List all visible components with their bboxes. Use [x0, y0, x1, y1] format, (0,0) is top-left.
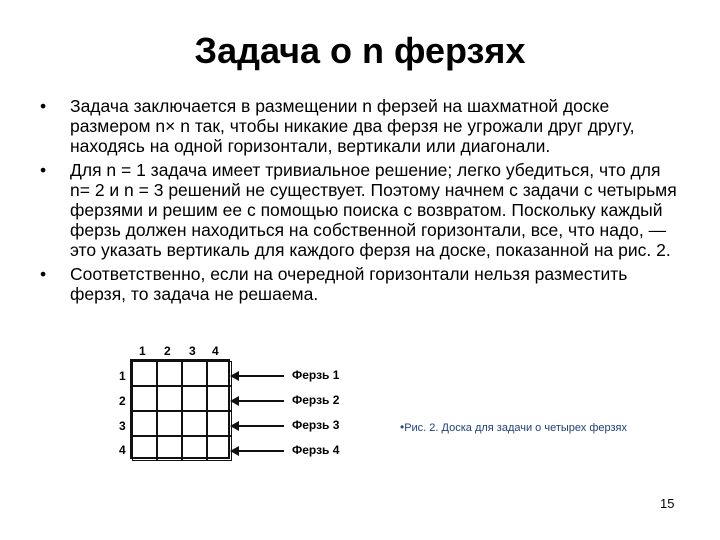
board-cell — [132, 436, 157, 461]
bullet-text: Задача заключается в размещении n ферзей на шахматной доске размером n× n так, чтобы никакие два ферзя не угрожали друг другу, находясь на одной горизонтали, вертикали или диагонали. — [70, 96, 635, 156]
board-cell — [132, 386, 157, 411]
row-number: 2 — [119, 394, 126, 408]
board-cell — [182, 361, 207, 386]
board-cell — [157, 361, 182, 386]
page-number: 15 — [660, 496, 675, 511]
board-cell — [157, 411, 182, 436]
board-cell — [207, 386, 232, 411]
queen-label: Ферзь 1 — [292, 368, 340, 382]
figure-caption — [400, 420, 627, 434]
column-number: 2 — [164, 344, 171, 358]
bullet-dot: • — [40, 160, 47, 180]
left-arrow-icon — [238, 450, 284, 452]
column-number: 4 — [212, 344, 219, 358]
board-cell — [182, 411, 207, 436]
bullet-text: Соответственно, если на очередной горизонтали нельзя разместить ферзя, то задача не решаема. — [70, 264, 628, 304]
column-number: 1 — [139, 344, 146, 358]
bullet-text: Для n = 1 задача имеет тривиальное решение; легко убедиться, что для n= 2 и n = 3 решений не существует. Поэтому начнем с задачи с четырьмя ферзями и решим ее с помощью поиска с возвратом. Поскольку каждый ферзь должен находиться на собственной горизонтали, все, что надо, — это указать вертикаль для каждого ферзя на доске, показанной на рис. 2. — [70, 160, 677, 260]
queen-label: Ферзь 4 — [292, 443, 340, 457]
bullet-item — [40, 264, 680, 304]
bullet-dot: • — [40, 96, 47, 116]
left-arrow-icon — [238, 375, 284, 377]
bullet-item — [40, 96, 680, 156]
row-number: 4 — [119, 443, 126, 457]
board-cell — [157, 386, 182, 411]
chessboard-grid — [130, 359, 230, 459]
column-number: 3 — [189, 344, 196, 358]
caption-text: Рис. 2. Доска для задачи о четырех ферзях — [404, 422, 627, 434]
board-cell — [182, 386, 207, 411]
row-number: 1 — [119, 369, 126, 383]
bullet-list — [40, 96, 680, 308]
board-cell — [207, 361, 232, 386]
left-arrow-icon — [238, 425, 284, 427]
board-cell — [132, 361, 157, 386]
queen-label: Ферзь 2 — [292, 393, 340, 407]
bullet-item — [40, 160, 680, 260]
board-cell — [132, 411, 157, 436]
queen-label: Ферзь 3 — [292, 418, 340, 432]
slide-title: Задача о n ферзях — [194, 30, 526, 71]
board-cell — [182, 436, 207, 461]
board-cell — [207, 411, 232, 436]
row-number: 3 — [119, 419, 126, 433]
caption-bullet: • — [400, 420, 405, 434]
board-cell — [157, 436, 182, 461]
bullet-dot: • — [40, 264, 47, 284]
board-cell — [207, 436, 232, 461]
left-arrow-icon — [238, 400, 284, 402]
